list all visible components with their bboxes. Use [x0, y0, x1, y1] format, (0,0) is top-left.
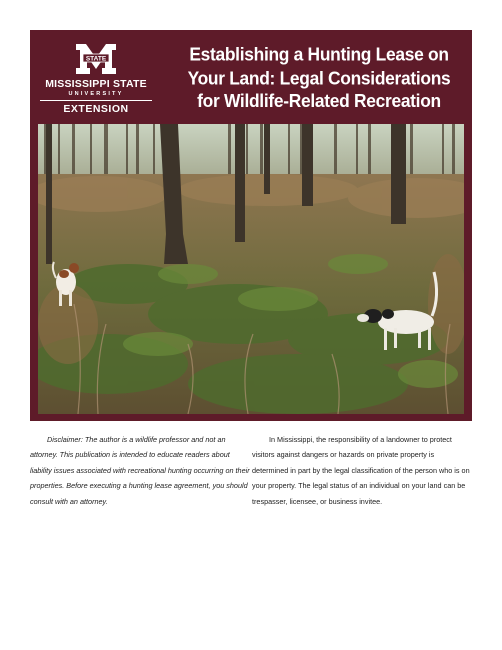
msu-m-logo-icon [74, 42, 118, 76]
disclaimer-text: Disclaimer: The author is a wildlife professor and not an attorney. This publication is intended to educate readers about liability issues associated with recreational hunting occurring on their properties. Before executing a hunting lease agreement, you should consult with an attorney. [30, 435, 250, 506]
publication-title [170, 43, 468, 113]
header-bar [30, 30, 472, 124]
msu-extension-logo [36, 42, 156, 120]
cover-banner [30, 30, 472, 421]
disclaimer-column [30, 432, 252, 509]
brand-name: MISSISSIPPI STATE [45, 78, 147, 90]
intro-column [252, 432, 470, 509]
intro-paragraph: In Mississippi, the responsibility of a landowner to protect visitors against dangers or hazards on private property is determined in part by the legal classification of the person who is on your property. The legal status of an individual on your land can be trespasser, licensee, or business invitee. [252, 435, 470, 506]
brand-extension: EXTENSION [63, 103, 129, 115]
title-line-3: for Wildlife-Related Recreation [197, 90, 441, 112]
brand-university: UNIVERSITY [68, 91, 124, 97]
logo-divider [40, 100, 152, 101]
title-line-2: Your Land: Legal Considerations [187, 67, 451, 88]
forest-dogs-illustration [38, 124, 464, 414]
cover-photo [38, 124, 464, 414]
logo-badge-text: STATE [85, 55, 107, 63]
title-line-1: Establishing a Hunting Lease on [189, 43, 449, 65]
